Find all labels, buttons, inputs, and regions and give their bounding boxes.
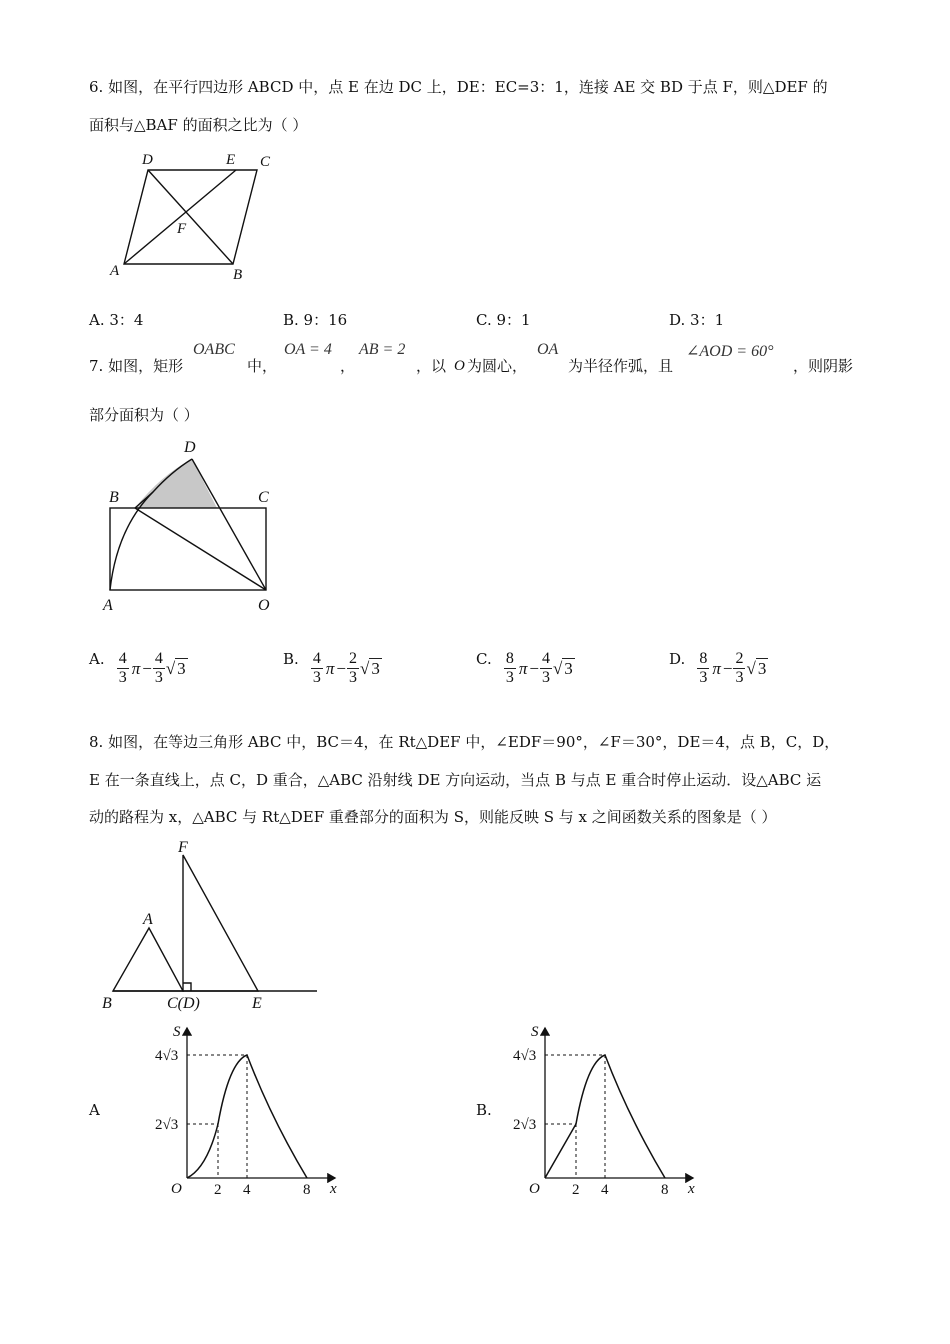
q7-option-d <box>669 648 768 687</box>
frac-den: 3 <box>735 669 744 686</box>
q7-text-t2: ， <box>340 357 356 375</box>
sqrt-3: √ 3 <box>165 658 186 678</box>
frac-den: 3 <box>349 669 358 686</box>
x-axis-label: x <box>688 1181 695 1197</box>
y-axis-label: S <box>531 1024 539 1040</box>
option-label: B. <box>283 649 299 668</box>
label-e: E <box>252 995 262 1012</box>
label-a: A <box>143 911 153 928</box>
q8-triangles-figure <box>95 835 325 1015</box>
sqrt-3: √ 3 <box>746 658 767 678</box>
frac-den: 3 <box>541 669 550 686</box>
q8-graph-a <box>145 1018 355 1198</box>
q7-rectangle-figure <box>95 432 285 617</box>
triangle-def <box>183 855 258 991</box>
x-tick-8: 8 <box>303 1182 311 1198</box>
x-axis-label: x <box>330 1181 337 1197</box>
label-b: B <box>109 489 119 506</box>
label-b: B <box>102 995 112 1012</box>
label-cd: C(D) <box>167 995 200 1012</box>
q7-math-angle: ∠AOD = 60° <box>686 343 774 360</box>
origin-label: O <box>171 1181 182 1197</box>
q7-math-oa: OA = 4 <box>284 341 332 358</box>
q7-text-line2: 部分面积为（ ） <box>89 406 199 424</box>
x-tick-2: 2 <box>572 1182 580 1198</box>
label-f: F <box>178 839 188 856</box>
triangle-abc <box>113 928 183 991</box>
q7-text-num: 7. 如图，矩形 <box>89 357 184 375</box>
frac-num: 4 <box>118 650 127 667</box>
shaded-region <box>135 459 217 508</box>
minus-sign: − <box>142 658 152 678</box>
segment-do <box>192 459 266 590</box>
x-tick-8: 8 <box>661 1182 669 1198</box>
y-tick-2root3: 2√3 <box>155 1117 179 1133</box>
pi-symbol: π <box>712 658 721 678</box>
pi-symbol: π <box>518 658 528 678</box>
y-tick-4root3: 4√3 <box>513 1048 537 1064</box>
y-axis-label: S <box>173 1024 181 1040</box>
q7-option-b <box>283 648 382 687</box>
frac-num: 4 <box>312 650 321 667</box>
label-c: C <box>260 154 271 170</box>
label-c: C <box>258 489 269 506</box>
q8-graph-a-option-label: A <box>89 1101 100 1119</box>
option-label: D. <box>669 649 686 668</box>
sqrt-3: √ 3 <box>360 658 380 678</box>
frac-den: 3 <box>154 669 163 686</box>
q7-math-ab: AB = 2 <box>359 341 406 358</box>
q7-text-t6: ，则阴影 <box>793 357 854 375</box>
q7-option-a <box>89 648 188 687</box>
q6-option-c: C. 9：1 <box>476 311 531 329</box>
label-o: O <box>258 597 270 614</box>
y-tick-4root3: 4√3 <box>155 1048 179 1064</box>
x-tick-2: 2 <box>214 1182 222 1198</box>
q7-text-t4: 为圆心， <box>467 357 528 375</box>
label-d: D <box>142 152 153 168</box>
q8-text-line2: E 在一条直线上，点 C，D 重合，△ABC 沿射线 DE 方向运动，当点 B 与点 E 重合时停止运动．设△ABC 运 <box>89 771 822 789</box>
pi-symbol: π <box>325 658 335 678</box>
frac-num: 2 <box>349 650 358 667</box>
option-label: C. <box>476 649 492 668</box>
q7-text-t1: 中， <box>247 357 278 375</box>
right-angle-mark <box>183 983 191 991</box>
x-tick-4: 4 <box>601 1182 609 1198</box>
label-f: F <box>177 221 187 237</box>
q7-math-oabc: OABC <box>193 341 235 358</box>
segment-bo <box>135 508 266 590</box>
q8-graph-b-option-label: B. <box>476 1101 492 1119</box>
label-a: A <box>103 597 113 614</box>
q6-text-line2: 面积与△BAF 的面积之比为（ ） <box>89 116 308 134</box>
frac-num: 8 <box>699 650 708 667</box>
q6-parallelogram-figure <box>100 148 290 288</box>
frac-den: 3 <box>505 669 514 686</box>
y-tick-2root3: 2√3 <box>513 1117 537 1133</box>
frac-num: 2 <box>735 650 744 667</box>
frac-num: 4 <box>154 650 163 667</box>
frac-num: 4 <box>541 650 550 667</box>
segment-ae <box>124 170 236 264</box>
label-a: A <box>110 263 120 279</box>
q7-option-c <box>476 648 575 687</box>
minus-sign: − <box>529 658 539 678</box>
q6-option-a: A. 3：4 <box>89 311 144 329</box>
origin-label: O <box>529 1181 540 1197</box>
option-label: A. <box>89 649 105 668</box>
q7-text-t5: 为半径作弧，且 <box>568 357 674 375</box>
q7-text-t3: ，以 <box>416 357 447 375</box>
frac-den: 3 <box>312 669 321 686</box>
sqrt-3: √ 3 <box>552 658 573 678</box>
x-tick-4: 4 <box>243 1182 251 1198</box>
q7-text-o: O <box>454 358 465 374</box>
q8-text-line1: 8. 如图，在等边三角形 ABC 中，BC＝4，在 Rt△DEF 中，∠EDF＝90°，∠F＝30°，DE＝4，点 B，C，D， <box>89 733 840 751</box>
minus-sign: − <box>336 658 347 678</box>
q8-text-line3: 动的路程为 x，△ABC 与 Rt△DEF 重叠部分的面积为 S，则能反映 S 与 x 之间函数关系的图象是（ ） <box>89 808 777 826</box>
frac-den: 3 <box>699 669 708 686</box>
label-b: B <box>233 267 243 283</box>
label-e: E <box>226 152 236 168</box>
q6-option-d: D. 3：1 <box>669 311 725 329</box>
frac-num: 8 <box>505 650 514 667</box>
pi-symbol: π <box>131 658 141 678</box>
q7-math-oa2: OA <box>537 341 559 358</box>
q6-text-line1: 6. 如图，在平行四边形 ABCD 中，点 E 在边 DC 上，DE：EC=3：1，连接 AE 交 BD 于点 F，则△DEF 的 <box>89 78 828 96</box>
minus-sign: − <box>722 658 733 678</box>
label-d: D <box>184 439 196 456</box>
q8-graph-b <box>503 1018 713 1198</box>
frac-den: 3 <box>118 669 127 686</box>
q6-option-b: B. 9：16 <box>283 311 348 329</box>
